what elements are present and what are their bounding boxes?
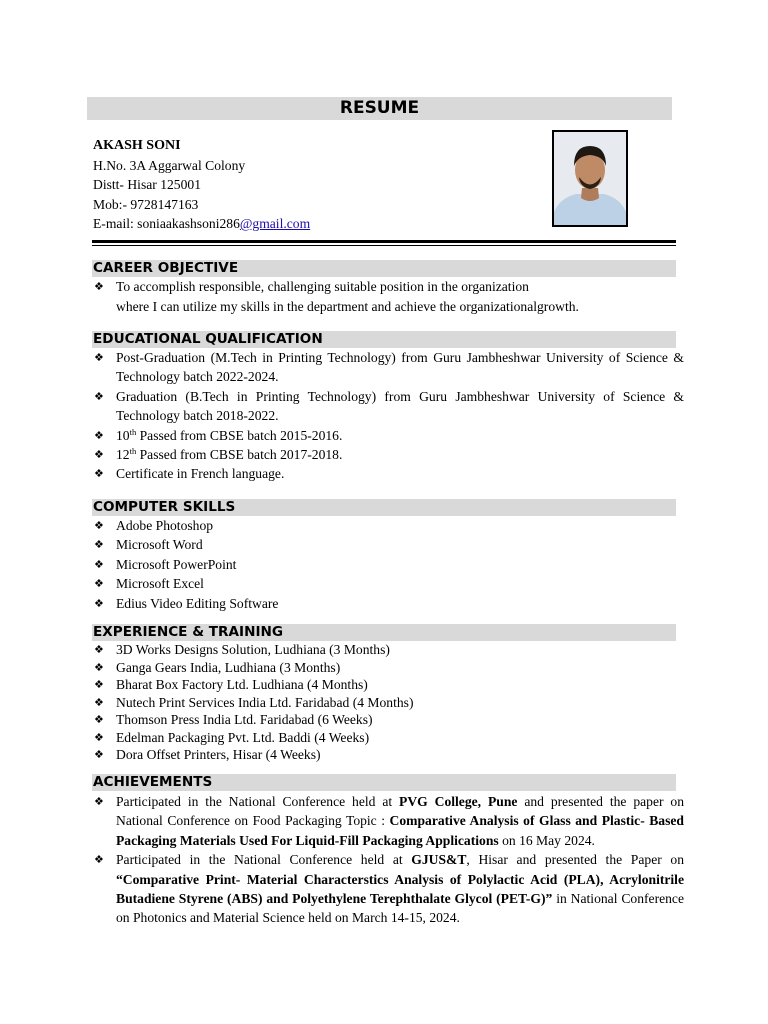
list-item: ❖ 12th Passed from CBSE batch 2017-2018. (94, 445, 684, 464)
computer-skills-heading: COMPUTER SKILLS (92, 499, 676, 516)
bullet-icon: ❖ (94, 713, 104, 726)
education-list (94, 348, 684, 484)
header-divider-thin (92, 245, 676, 246)
email-line (93, 214, 310, 234)
bullet-icon: ❖ (94, 660, 104, 674)
achievements-heading: ACHIEVEMENTS (92, 774, 676, 791)
profile-photo (552, 130, 628, 227)
career-objective-text (94, 277, 684, 316)
candidate-name: AKASH SONI (93, 138, 181, 153)
list-item: ❖ Participated in the National Conference held at GJUS&T, Hisar and presented the Paper on “Comparative Print- Material Characterstics Analysis of Polylactic Acid (PLA), Acrylonitrile Butadiene Styrene (ABS) and Polyethylene Terephthalate Glycol (PET-G)” in National Conference on Photonics and Material Science held on March 14-15, 2024. (94, 852, 685, 926)
list-item: ❖ 3D Works Designs Solution, Ludhiana (3 Months) (94, 642, 390, 657)
list-item: ❖ Ganga Gears India, Ludhiana (3 Months) (94, 659, 341, 675)
email-prefix: E-mail: soniaakashsoni286 (93, 216, 240, 231)
list-item: ❖ Thomson Press India Ltd. Faridabad (6 Weeks) (94, 712, 373, 727)
bullet-icon: ❖ (94, 467, 104, 481)
list-item: ❖ Edelman Packaging Pvt. Ltd. Baddi (4 Weeks) (94, 729, 370, 745)
address-line-1: H.No. 3A Aggarwal Colony (93, 157, 246, 173)
bullet-icon: ❖ (94, 795, 104, 808)
contact-block (93, 136, 310, 234)
list-item: ❖ Bharat Box Factory Ltd. Ludhiana (4 Months) (94, 677, 368, 692)
computer-skills-list (94, 516, 684, 613)
bullet-icon: ❖ (94, 596, 104, 610)
list-item: ❖ 10th Passed from CBSE batch 2015-2016. (94, 426, 684, 445)
achievements-list (94, 792, 684, 928)
experience-list (94, 641, 684, 764)
objective-line-1: To accomplish responsible, challenging suitable position in the organization (116, 279, 529, 294)
bullet-icon: ❖ (94, 557, 104, 571)
email-link[interactable]: @gmail.com (239, 216, 311, 231)
bullet-icon: ❖ (94, 577, 104, 591)
education-heading: EDUCATIONAL QUALIFICATION (92, 331, 676, 348)
page-title: RESUME (87, 97, 672, 120)
career-objective-heading: CAREER OBJECTIVE (92, 260, 676, 277)
list-item: ❖ Microsoft PowerPoint (94, 555, 684, 574)
bullet-icon: ❖ (94, 730, 104, 744)
list-item: ❖ Post-Graduation (M.Tech in Printing Technology) from Guru Jambheshwar University of Science & Technology batch 2022-2024. (94, 350, 684, 385)
mobile-number: Mob:- 9728147163 (93, 196, 199, 212)
list-item: ❖ Graduation (B.Tech in Printing Technology) from Guru Jambheshwar University of Science & Technology batch 2018-2022. (94, 388, 684, 424)
list-item: ❖ Adobe Photoshop (94, 516, 684, 535)
bullet-icon: ❖ (94, 351, 104, 364)
objective-line-2: where I can utilize my skills in the department and achieve the organizationalgrowth. (116, 298, 579, 314)
list-item: ❖ Certificate in French language. (94, 464, 684, 483)
bullet-icon: ❖ (94, 678, 104, 691)
address-line-2: Distt- Hisar 125001 (93, 177, 201, 192)
bullet-icon: ❖ (94, 519, 104, 532)
list-item: ❖ Nutech Print Services India Ltd. Faridabad (4 Months) (94, 694, 414, 710)
list-item: ❖ Participated in the National Conference held at PVG College, Pune and presented the paper on National Conference on Food Packaging Topic : Comparative Analysis of Glass and Plastic- Based Packaging Materials Used For Liquid-Fill Packaging Applications on 16 May 2024. (94, 794, 684, 848)
person-portrait-icon (554, 132, 626, 225)
list-item: ❖ Microsoft Excel (94, 574, 684, 593)
bullet-icon: ❖ (94, 643, 104, 656)
bullet-icon: ❖ (94, 280, 104, 293)
bullet-icon: ❖ (94, 748, 104, 761)
header-divider-thick (92, 240, 676, 243)
bullet-icon: ❖ (94, 448, 104, 462)
experience-heading: EXPERIENCE & TRAINING (92, 624, 676, 641)
bullet-icon: ❖ (94, 538, 104, 552)
bullet-icon: ❖ (94, 695, 104, 709)
list-item: ❖ Dora Offset Printers, Hisar (4 Weeks) (94, 747, 321, 762)
bullet-icon: ❖ (94, 389, 104, 403)
list-item: ❖ Microsoft Word (94, 535, 684, 554)
bullet-icon: ❖ (94, 853, 104, 867)
bullet-icon: ❖ (94, 428, 104, 442)
list-item: ❖ Edius Video Editing Software (94, 594, 684, 613)
